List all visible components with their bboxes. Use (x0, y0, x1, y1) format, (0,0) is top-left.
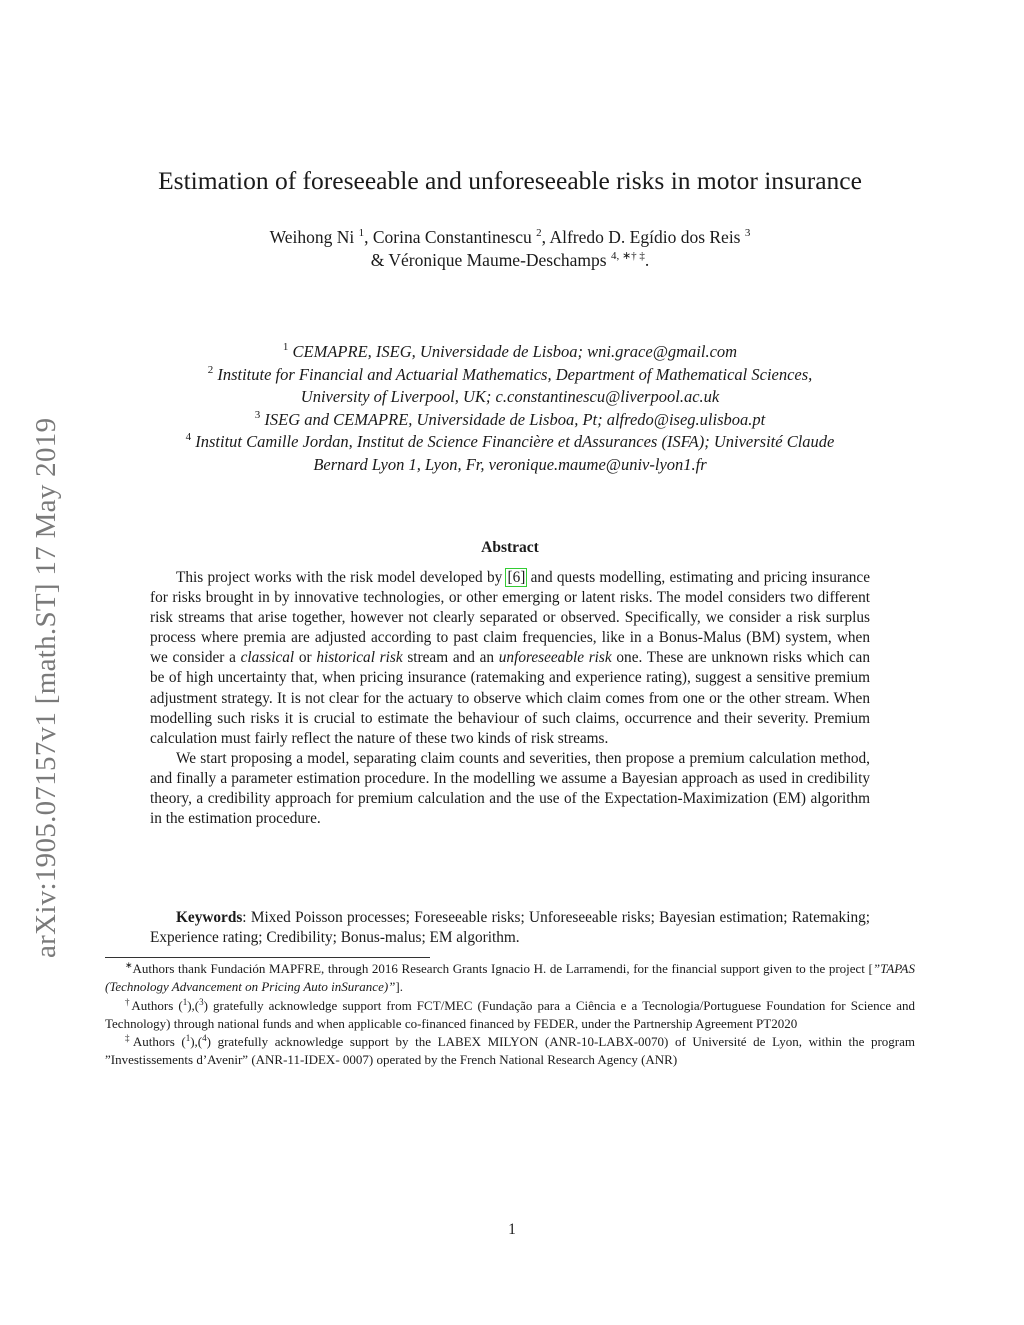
footnote-mark: † (125, 996, 132, 1007)
footnote-mark: ‡ (125, 1033, 133, 1044)
affiliation-text: CEMAPRE, ISEG, Universidade de Lisboa; wni.grace@gmail.com (292, 342, 738, 361)
abstract-text: and quests modelling, estimating and pricing insurance for risks brought in by innovative technologies, or other emerging or latent risks. The model considers two different risk streams that arise together, however not clearly separated or observed. Specifically, we consider a risk surplus process where premia are adjusted according to past claim frequencies, like in a Bonus-Malus (BM) system, when we consider a (150, 569, 870, 667)
affiliation-mark: 1 (282, 341, 289, 353)
abstract-text: one. These are unknown risks which can be of high uncertainty that, when pricing insurance (ratemaking and experience rating), suggest a sensitive premium adjustment strategy. It is not clear for the actuary to observe which claim comes from one or the other stream. When modelling such risks it is crucial to estimate the behaviour of such claims, occurrence and their severity. Premium calculation must fairly reflect the nature of these two kinds of risk streams. (150, 649, 870, 747)
footnotes (105, 960, 915, 1070)
affiliation-text: Institut Camille Jordan, Institut de Science Financière et dAssurances (ISFA); Université Claude (195, 432, 835, 451)
footnote-text: ]. (395, 979, 403, 995)
author-name: Corina Constantinescu (372, 227, 532, 247)
affiliations (60, 341, 960, 476)
footnote-superscript: 3 (199, 996, 204, 1007)
footnote-3 (105, 1033, 915, 1070)
footnote-1 (105, 960, 915, 997)
affiliation-4 (60, 431, 960, 454)
emphasis-unforeseeable-risk: unforeseeable risk (498, 649, 612, 667)
page-number: 1 (508, 1221, 516, 1238)
affiliation-text: ISEG and CEMAPRE, Universidade de Lisboa, Pt; alfredo@iseg.ulisboa.pt (264, 409, 766, 429)
abstract-body (150, 568, 870, 829)
footnote-text: Authors ( (131, 997, 183, 1013)
keywords (150, 908, 870, 948)
affiliation-4-cont: Bernard Lyon 1, Lyon, Fr, veronique.maume@univ-lyon1.fr (313, 454, 707, 474)
footnote-superscript: 4 (202, 1033, 207, 1044)
affiliation-1 (60, 341, 960, 364)
author-prefix: & (370, 250, 389, 270)
footnote-emphasis: ”TAPAS (Technology Advancement on Pricing Auto inSurance)” (105, 961, 915, 995)
footnote-rule (105, 957, 430, 958)
author-affil-mark: 2 (536, 227, 542, 239)
author-affil-mark: 1 (358, 227, 365, 239)
author-line-1 (60, 226, 960, 249)
keywords-label: Keywords (176, 909, 243, 926)
emphasis-classical: classical (240, 649, 295, 667)
abstract-text: This project works with the risk model developed by (176, 569, 507, 586)
abstract-paragraph-2: We start proposing a model, separating claim counts and severities, then propose a premium calculation method, and finally a parameter estimation procedure. In the modelling we assume a Bayesian approach as used in credibility theory, a credibility approach for premium calculation and the use of the Expectation-Maximization (EM) algorithm in the estimation procedure. (150, 749, 870, 828)
arxiv-identifier: arXiv:1905.07157v1 [math.ST] 17 May 2019 (30, 417, 62, 958)
footnote-mark: ∗ (125, 960, 133, 970)
author-name: Weihong Ni (269, 227, 355, 247)
affiliation-2-cont: University of Liverpool, UK; c.constantinescu@liverpool.ac.uk (300, 387, 720, 406)
author-affil-mark: 3 (744, 227, 751, 239)
author-name: Véronique Maume-Deschamps (388, 250, 607, 270)
author-terminator: . (644, 250, 650, 270)
affiliation-2 (60, 364, 960, 387)
footnote-text: Authors ( (132, 1034, 186, 1050)
keywords-text: : Mixed Poisson processes; Foreseeable risks; Unforeseeable risks; Bayesian estimation; Ratemaking; Experience rating; Credibility; Bonus-malus; EM algorithm. (150, 909, 870, 947)
abstract-text: stream and an (402, 649, 499, 667)
emphasis-historical-risk: historical risk (316, 649, 403, 667)
abstract-paragraph-1 (150, 568, 870, 749)
citation-link[interactable]: [6] (507, 569, 526, 586)
footnote-text: Authors thank Fundación MAPFRE, through 2016 Research Grants Ignacio H. de Larramendi, for the financial support given to the project [ (132, 961, 873, 976)
abstract-text: or (294, 649, 317, 667)
footnote-text: ),( (187, 997, 200, 1013)
author-separator: , (364, 227, 373, 247)
paper-title: Estimation of foreseeable and unforeseeable risks in motor insurance (158, 166, 862, 195)
footnote-text: ) gratefully acknowledge support from FCT/MEC (Fundação para a Ciência e a Tecnologia/Portuguese Foundation for Science and Technology) through national funds and when applicable co-financed financed by FEDER, under the Partnership Agreement PT2020 (105, 997, 916, 1031)
footnote-superscript: 1 (182, 996, 188, 1007)
affiliation-mark: 3 (254, 408, 261, 421)
footnote-2 (105, 997, 915, 1034)
author-name: Alfredo D. Egídio dos Reis (549, 227, 741, 247)
author-affil-mark: 4, ∗† ‡ (610, 250, 645, 262)
affiliation-mark: 4 (185, 431, 192, 443)
author-line-2 (60, 249, 960, 272)
author-separator: , (541, 227, 550, 247)
footnote-text: ),( (190, 1034, 203, 1050)
author-list (60, 226, 960, 272)
footnote-superscript: 1 (185, 1033, 191, 1044)
affiliation-3 (60, 409, 960, 432)
affiliation-text: Institute for Financial and Actuarial Mathematics, Department of Mathematical Sciences, (217, 364, 813, 384)
affiliation-mark: 2 (207, 363, 214, 376)
abstract-heading: Abstract (481, 539, 539, 556)
footnote-text: ) gratefully acknowledge support by the LABEX MILYON (ANR-10-LABX-0070) of Université de Lyon, within the program ”Investissements d’Avenir” (ANR-11-IDEX- 0007) operated by the French National Research Agency (ANR) (105, 1034, 916, 1068)
